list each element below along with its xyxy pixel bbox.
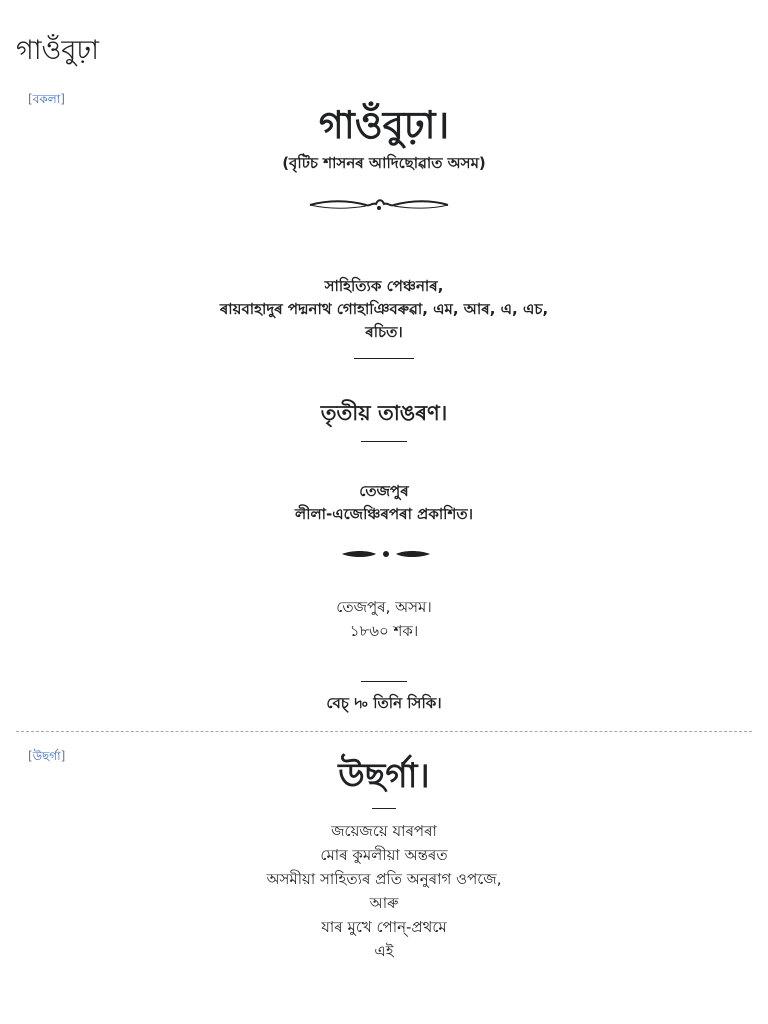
divider-rule <box>361 441 407 442</box>
page-marker-title: [বকলা] <box>28 92 65 106</box>
imprint-block <box>0 595 768 643</box>
price-label: বেচ্ ৸৹ তিনি সিকি। <box>326 694 442 712</box>
dedication-line: জয়েজয়ে যাৰপৰা <box>331 822 437 840</box>
author-block <box>0 275 768 344</box>
page-title: গাওঁবুঢ়া <box>16 35 99 66</box>
dedication-line: যাৰ মুখে পোন্-প্ৰথমে <box>321 918 447 936</box>
dedication-line: অসমীয়া সাহিত্যৰ প্ৰতি অনুৰাগ ওপজে, <box>266 870 502 888</box>
page-link-dedication[interactable]: উছৰ্গা <box>32 749 61 763</box>
edition-label: তৃতীয় তাঙৰণ। <box>320 401 448 425</box>
ornament-flourish <box>308 196 450 214</box>
divider-rule <box>372 808 396 809</box>
ornament-dash <box>340 547 432 561</box>
publisher-block <box>0 480 768 526</box>
imprint-line: ১৮৬০ শক। <box>349 622 419 640</box>
book-subtitle: (বৃটিচ শাসনৰ আদিছোৱাত অসম) <box>282 154 486 172</box>
dedication-text <box>0 819 768 963</box>
publisher-line: লীলা-এজেঞ্চিৰপৰা প্ৰকাশিত। <box>295 505 473 523</box>
page-link-title[interactable]: বকলা <box>32 92 61 106</box>
divider-rule <box>354 358 414 359</box>
book-title: গাওঁবুঢ়া। <box>318 103 450 147</box>
publisher-line: তেজপুৰ <box>359 482 409 500</box>
page-marker-dedication: [উছৰ্গা] <box>28 749 66 763</box>
imprint-line: তেজপুৰ, অসম। <box>336 598 432 616</box>
author-line: ৰচিত। <box>365 323 403 341</box>
divider-rule <box>361 681 407 682</box>
author-line: ৰায়বাহাদুৰ পদ্মনাথ গোহাঞিবৰুৱা, এম, আৰ, এ, এচ, <box>219 300 549 318</box>
author-line: সাহিত্যিক পেঞ্চনাৰ, <box>324 277 444 295</box>
page-separator <box>16 731 752 732</box>
dedication-title: উছৰ্গা। <box>338 756 430 796</box>
dedication-line: এই <box>374 942 394 960</box>
dedication-line: মোৰ কুমলীয়া অন্তৰত <box>320 846 448 864</box>
dedication-line: আৰু <box>369 894 399 912</box>
